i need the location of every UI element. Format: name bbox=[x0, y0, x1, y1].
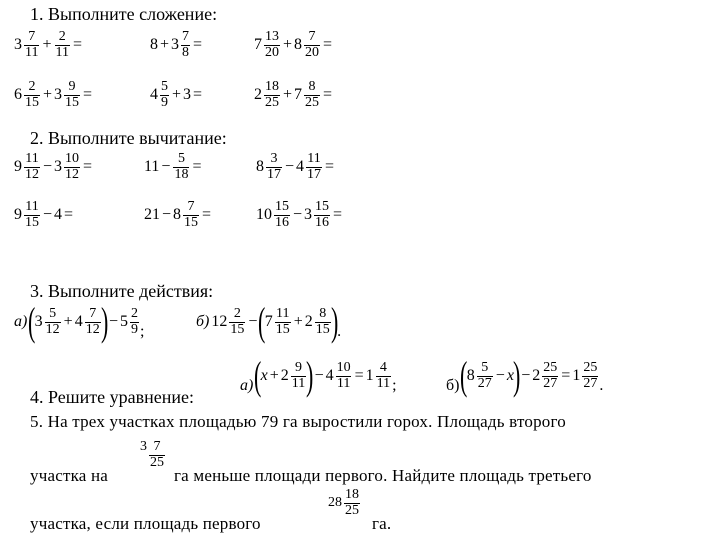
task5-line2-post: га меньше площади первого. Найдите площадь третьего bbox=[174, 466, 592, 485]
fraction: $\frac{11}{12}$ bbox=[25, 151, 39, 182]
fraction: $\frac{8}{15}$ bbox=[315, 305, 330, 337]
fraction: $\frac{18}{25}$ bbox=[345, 487, 359, 518]
task5-line3-post: га. bbox=[372, 514, 392, 533]
fraction: $\frac{3}{17}$ bbox=[267, 151, 281, 182]
task5-line3-pre: участка, если площадь первого bbox=[30, 514, 261, 533]
fraction: $\frac{2}{15}$ bbox=[25, 79, 39, 110]
fraction: $\frac{7}{12}$ bbox=[85, 305, 100, 337]
task2-expr-6: 10 $\frac{15}{16}$ − 3 $\frac{15}{16}$ = bbox=[256, 199, 343, 230]
task4-expr-a: а) ( x + 2 $\frac{9}{11}$ ) − 4 $\frac{10}{11}$ = 1 $\frac{4}{11}$ ; bbox=[240, 353, 397, 398]
task1-expr-6: 2 $\frac{18}{25}$ + 7 $\frac{8}{25}$ = bbox=[254, 79, 333, 110]
task1-expr-4: 6 $\frac{2}{15}$ + 3 $\frac{9}{15}$ = bbox=[14, 79, 93, 110]
fraction: $\frac{9}{15}$ bbox=[65, 79, 80, 110]
fraction: $\frac{7}{8}$ bbox=[182, 29, 190, 60]
task2-expr-3: 8 $\frac{3}{17}$ − 4 $\frac{11}{17}$ = bbox=[256, 151, 335, 182]
task3-expr-a: а) ( 3 $\frac{5}{12}$ + 4 $\frac{7}{12}$ ) − 5 $\frac{2}{9}$ ; bbox=[14, 299, 145, 344]
fraction: $\frac{15}{16}$ bbox=[275, 199, 289, 230]
fraction: $\frac{18}{25}$ bbox=[265, 79, 279, 110]
fraction: $\frac{7}{15}$ bbox=[184, 199, 199, 230]
fraction: $\frac{11}{15}$ bbox=[275, 305, 290, 337]
task2-heading: 2. Выполните вычитание: bbox=[30, 128, 227, 148]
fraction: $\frac{2}{11}$ bbox=[55, 29, 69, 60]
fraction: $\frac{11}{17}$ bbox=[307, 151, 322, 182]
task5-line1: 5. На трех участках площадью 79 га выростили горох. Площадь второго bbox=[30, 412, 566, 431]
task3-heading: 3. Выполните действия: bbox=[30, 281, 214, 301]
fraction: $\frac{15}{16}$ bbox=[315, 199, 330, 230]
task2-expr-2: 11 − $\frac{5}{18}$ = bbox=[144, 151, 202, 182]
fraction: $\frac{4}{11}$ bbox=[376, 359, 391, 391]
task2-expr-5: 21 − 8 $\frac{7}{15}$ = bbox=[144, 199, 212, 230]
task2-expr-4: 9 $\frac{11}{15}$ − 4 = bbox=[14, 199, 74, 230]
task1-expr-3: 7 $\frac{13}{20}$ + 8 $\frac{7}{20}$ = bbox=[254, 29, 333, 60]
fraction: $\frac{11}{15}$ bbox=[25, 199, 39, 230]
fraction: $\frac{5}{18}$ bbox=[174, 151, 189, 182]
fraction: $\frac{10}{12}$ bbox=[65, 151, 80, 182]
task5-fraction-2: 28 $\frac{18}{25}$ bbox=[328, 487, 359, 518]
fraction: $\frac{9}{11}$ bbox=[291, 359, 306, 391]
task2-expr-1: 9 $\frac{11}{12}$ − 3 $\frac{10}{12}$ = bbox=[14, 151, 93, 182]
task4-expr-b: б) ( 8 $\frac{5}{27}$ − x ) − 2 $\frac{25}{27}$ = 1 $\frac{25}{27}$ . bbox=[446, 353, 604, 398]
task5-fraction-1: 3 $\frac{7}{25}$ bbox=[140, 439, 164, 470]
fraction: $\frac{5}{12}$ bbox=[45, 305, 60, 337]
task1-heading: 1. Выполните сложение: bbox=[30, 4, 218, 24]
fraction: $\frac{8}{25}$ bbox=[305, 79, 320, 110]
task1-expr-2: 8 + 3 $\frac{7}{8}$ = bbox=[150, 29, 203, 60]
fraction: $\frac{7}{11}$ bbox=[25, 29, 39, 60]
task1-expr-1: 3 $\frac{7}{11}$ + $\frac{2}{11}$ = bbox=[14, 29, 83, 60]
fraction: $\frac{5}{9}$ bbox=[161, 79, 168, 110]
fraction: $\frac{5}{27}$ bbox=[477, 359, 492, 391]
task3-expr-b: б) 12 $\frac{2}{15}$ − ( 7 $\frac{11}{15}$ + 2 $\frac{8}{15}$ ) . bbox=[196, 299, 342, 344]
fraction: $\frac{2}{15}$ bbox=[230, 305, 245, 337]
whole-number: 3 bbox=[14, 36, 22, 54]
fraction: $\frac{10}{11}$ bbox=[336, 359, 351, 391]
task1-expr-5: 4 $\frac{5}{9}$ + 3 = bbox=[150, 79, 203, 110]
fraction: $\frac{7}{20}$ bbox=[305, 29, 320, 60]
fraction: $\frac{2}{9}$ bbox=[131, 305, 139, 337]
task5-line2-pre: участка на bbox=[30, 466, 109, 485]
fraction: $\frac{7}{25}$ bbox=[150, 439, 164, 470]
fraction: $\frac{25}{27}$ bbox=[583, 359, 598, 391]
fraction: $\frac{13}{20}$ bbox=[265, 29, 279, 60]
fraction: $\frac{25}{27}$ bbox=[543, 359, 558, 391]
task4-heading: 4. Решите уравнение: bbox=[30, 387, 194, 407]
